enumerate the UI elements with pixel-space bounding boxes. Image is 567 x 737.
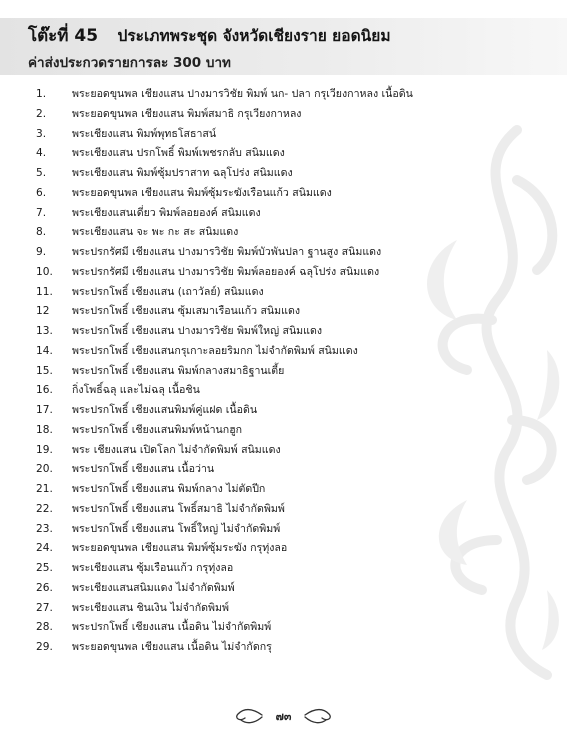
item-text: พระยอดขุนพล เชียงแสน พิมพ์ซุ้มระฆังเรือนแก้ว สนิมแดง bbox=[72, 186, 332, 199]
item-text: พระเชียงแสน ชินเงิน ไม่จำกัดพิมพ์ bbox=[72, 601, 230, 614]
list-item bbox=[0, 361, 567, 381]
list-item bbox=[0, 420, 567, 440]
item-number: 23. bbox=[36, 522, 53, 535]
list-item bbox=[0, 479, 567, 499]
list-item bbox=[0, 400, 567, 420]
list-item bbox=[0, 222, 567, 242]
item-text: พระปรกรัศมี เชียงแสน ปางมารวิชัย พิมพ์ลอยองค์ ฉลุโปร่ง สนิมแดง bbox=[72, 265, 380, 278]
item-number: 2. bbox=[36, 107, 47, 120]
list-item bbox=[0, 301, 567, 321]
list-item bbox=[0, 341, 567, 361]
item-number: 25. bbox=[36, 562, 53, 574]
page-title bbox=[28, 22, 391, 49]
item-text: พระเชียงแสน จะ พะ กะ สะ สนิมแดง bbox=[72, 226, 239, 239]
item-number: 5. bbox=[36, 167, 47, 179]
category-title: ประเภทพระชุด จังหวัดเชียงราย ยอดนิยม bbox=[117, 27, 391, 45]
item-text: พระเชียงแสน ปรกโพธิ์ พิมพ์เพชรกลับ สนิมแดง bbox=[72, 147, 285, 160]
item-number: 7. bbox=[36, 206, 47, 219]
list-item bbox=[0, 104, 567, 124]
item-number: 22. bbox=[36, 502, 53, 515]
item-text: พระปรกโพธิ์ เชียงแสน (เถาวัลย์) สนิมแดง bbox=[72, 285, 264, 298]
item-number: 26. bbox=[36, 581, 53, 594]
item-number: 17. bbox=[36, 404, 53, 416]
item-number: 1. bbox=[36, 88, 47, 100]
item-number: 13. bbox=[36, 325, 53, 337]
page-number: ๗๓ bbox=[275, 710, 292, 723]
list-item bbox=[0, 499, 567, 519]
item-text: พระปรกโพธิ์ เชียงแสน พิมพ์กลางสมาธิฐานเตี้ย bbox=[72, 364, 285, 377]
list-item bbox=[0, 380, 567, 400]
item-text: พระเชียงแสน พิมพ์พุทธโสธาสน์ bbox=[72, 127, 217, 140]
item-number: 11. bbox=[36, 285, 53, 298]
item-text: พระเชียงแสนสนิมแดง ไม่จำกัดพิมพ์ bbox=[72, 581, 235, 594]
header-band bbox=[0, 18, 567, 75]
item-text: พระปรกโพธิ์ เชียงแสน พิมพ์กลาง ไม่ตัดปีก bbox=[72, 483, 266, 495]
item-number: 10. bbox=[36, 265, 53, 278]
list-item bbox=[0, 163, 567, 183]
item-text: พระ เชียงแสน เปิดโลก ไม่จำกัดพิมพ์ สนิมแดง bbox=[72, 443, 281, 456]
item-text: พระปรกโพธิ์ เชียงแสน เนื้อว่าน bbox=[72, 463, 215, 476]
footer bbox=[0, 700, 567, 730]
item-text: พระปรกโพธิ์ เชียงแสนพิมพ์คู่แฝด เนื้อดิน bbox=[72, 404, 258, 416]
item-text: พระปรกโพธิ์ เชียงแสนพิมพ์หน้านกฮูก bbox=[72, 423, 243, 436]
item-number: 19. bbox=[36, 443, 53, 456]
list-item bbox=[0, 519, 567, 539]
item-number: 14. bbox=[36, 344, 53, 357]
item-number: 28. bbox=[36, 621, 53, 634]
item-text: พระเชียงแสนเดี่ยว พิมพ์ลอยองค์ สนิมแดง bbox=[72, 206, 261, 219]
item-text: พระยอดขุนพล เชียงแสน เนื้อดิน ไม่จำกัดกรุ bbox=[72, 641, 272, 653]
item-text: พระยอดขุนพล เชียงแสน พิมพ์ซุ้มระฆัง กรุทุ่งลอ bbox=[72, 542, 288, 555]
list-item bbox=[0, 558, 567, 578]
list-item bbox=[0, 203, 567, 223]
item-number: 20. bbox=[36, 463, 53, 476]
item-text: พระเชียงแสน พิมพ์ซุ้มปราสาท ฉลุโปร่ง สนิมแดง bbox=[72, 167, 293, 179]
item-number: 24. bbox=[36, 542, 53, 555]
list-item bbox=[0, 242, 567, 262]
list-item bbox=[0, 440, 567, 460]
item-number: 4. bbox=[36, 147, 47, 160]
item-text: พระยอดขุนพล เชียงแสน ปางมารวิชัย พิมพ์ นก- ปลา กรุเวียงกาหลง เนื้อดิน bbox=[72, 88, 413, 100]
item-text: พระปรกโพธิ์ เชียงแสน โพธิ์สมาธิ ไม่จำกัดพิมพ์ bbox=[72, 502, 285, 515]
item-number: 21. bbox=[36, 483, 53, 495]
list-item bbox=[0, 637, 567, 657]
list-item bbox=[0, 262, 567, 282]
list-item bbox=[0, 598, 567, 618]
item-number: 16. bbox=[36, 384, 53, 397]
item-text: พระปรกโพธิ์ เชียงแสน โพธิ์ใหญ่ ไม่จำกัดพิมพ์ bbox=[72, 522, 281, 535]
item-text: พระปรกโพธิ์ เชียงแสน เนื้อดิน ไม่จำกัดพิมพ์ bbox=[72, 621, 272, 634]
list-item bbox=[0, 538, 567, 558]
list-item bbox=[0, 84, 567, 104]
item-number: 8. bbox=[36, 226, 47, 239]
list-item bbox=[0, 183, 567, 203]
item-number: 29. bbox=[36, 641, 53, 653]
list-item bbox=[0, 124, 567, 144]
item-number: 12 bbox=[36, 305, 50, 318]
item-text: พระปรกโพธิ์ เชียงแสนกรุเกาะลอยริมกก ไม่จำกัดพิมพ์ สนิมแดง bbox=[72, 344, 358, 357]
entry-fee: ค่าส่งประกวดรายการละ 300 บาท bbox=[28, 55, 231, 71]
item-text: กิ่งโพธิ์ฉลุ และไม่ฉลุ เนื้อชิน bbox=[72, 384, 200, 397]
list-item bbox=[0, 578, 567, 598]
item-text: พระเชียงแสน ซุ้มเรือนแก้ว กรุทุ่งลอ bbox=[72, 562, 234, 574]
list-item bbox=[0, 321, 567, 341]
table-number: โต๊ะที่ 45 bbox=[28, 26, 99, 46]
item-text: พระปรกโพธิ์ เชียงแสน ปางมารวิชัย พิมพ์ใหญ่ สนิมแดง bbox=[72, 325, 323, 337]
item-number: 15. bbox=[36, 364, 53, 377]
list-item bbox=[0, 617, 567, 637]
item-number: 9. bbox=[36, 246, 47, 258]
list-item bbox=[0, 282, 567, 302]
item-number: 3. bbox=[36, 127, 47, 140]
item-text: พระปรกโพธิ์ เชียงแสน ซุ้มเสมาเรือนแก้ว สนิมแดง bbox=[72, 305, 301, 318]
list-item bbox=[0, 143, 567, 163]
item-text: พระปรกรัศมี เชียงแสน ปางมารวิชัย พิมพ์บัวพันปลา ฐานสูง สนิมแดง bbox=[72, 246, 382, 258]
item-number: 18. bbox=[36, 423, 53, 436]
list-item bbox=[0, 459, 567, 479]
item-text: พระยอดขุนพล เชียงแสน พิมพ์สมาธิ กรุเวียงกาหลง bbox=[72, 107, 302, 120]
item-number: 27. bbox=[36, 601, 53, 614]
item-number: 6. bbox=[36, 186, 47, 199]
